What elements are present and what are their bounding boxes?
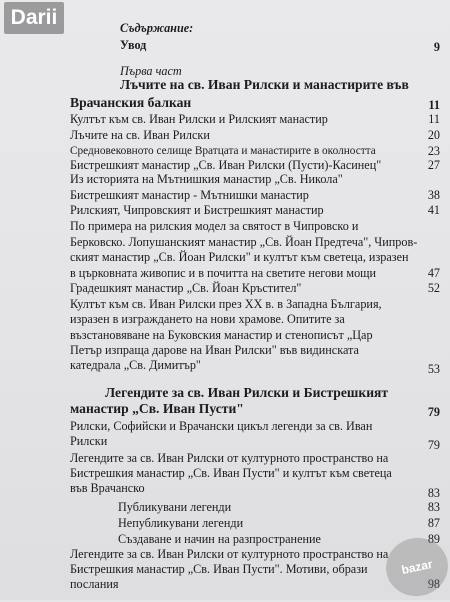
page-number: 23 [427, 144, 440, 158]
page-number: 89 [427, 532, 440, 546]
page-number: 98 [427, 577, 440, 591]
toc-e16c: послания [70, 577, 119, 591]
page-number: 79 [427, 438, 440, 452]
page-number: 53 [427, 362, 440, 376]
page-number: 9 [433, 40, 440, 54]
page-number: 11 [428, 112, 440, 126]
toc-ch1-a: Лъчите на св. Иван Рилски и манастирите във [120, 77, 409, 92]
page-number: 47 [427, 266, 440, 280]
toc-e3: Средновековното селище Вратцата и манастирите в околността [70, 145, 376, 157]
toc-intro: Увод [120, 38, 147, 52]
page-number: 20 [427, 128, 440, 142]
toc-e16a: Легендите за св. Иван Рилски от културното пространство на [70, 547, 389, 561]
toc-e5: Из историята на Мътнишкия манастир „Св. Никола" [70, 172, 343, 186]
page-number: 38 [427, 188, 440, 202]
toc-e10e: катедрала „Св. Димитър" [70, 358, 201, 372]
toc-e7: Рилският, Чипровският и Бистрешкият манастир [70, 203, 324, 217]
toc-e11a: Рилски, Софийски и Врачански цикъл легенди за св. Иван [70, 419, 373, 433]
page-number: 83 [427, 486, 440, 500]
toc-e1: Култът към св. Иван Рилски и Рилският манастир [70, 112, 328, 126]
toc-ch1-b: Врачанския балкан [70, 95, 192, 110]
toc-ch2-b: манастир „Св. Иван Пусти" [70, 401, 244, 416]
toc-e8a: По примера на рилския модел за святост в Чипровско и [70, 219, 359, 233]
toc-e13: Публикувани легенди [118, 500, 232, 514]
toc-e11b: Рилски [70, 434, 108, 448]
toc-e8d: в църковната живопис и в почитта на светите негови мощи [70, 266, 377, 280]
page-number: 52 [427, 281, 440, 295]
toc-e6: Бистрешкият манастир - Мътнишки манастир [70, 188, 309, 202]
toc-e4: Бистрешкият манастир „Св. Иван Рилски (Пусти)-Касинец" [70, 158, 382, 172]
toc-e10d: Петър изпраща дарове на Иван Рилски" във видинската [70, 343, 359, 357]
toc-e10a: Култът към св. Иван Рилски през XX в. в Западна България, [70, 297, 382, 311]
page-number: 27 [427, 158, 440, 172]
toc-toc-title: Съдържание: [120, 21, 194, 35]
page-number: 83 [427, 500, 440, 514]
toc-ch2-a: Легендите за св. Иван Рилски и Бистрешкият [105, 385, 389, 400]
page-number: 41 [427, 203, 440, 217]
toc-e2: Лъчите на св. Иван Рилски [70, 128, 210, 142]
toc-part-one: Първа част [120, 64, 182, 78]
page-number: 87 [427, 516, 440, 530]
watermark-badge: bazar [381, 532, 450, 602]
toc-e12b: Бистрешкия манастир „Св. Иван Пусти" и култът към светеца [70, 466, 392, 480]
toc-e14: Непубликувани легенди [118, 516, 244, 530]
toc-e8c: ският манастир „Св. Йоан Рилски" и култът към светеца, изразен [70, 250, 409, 264]
toc-e10c: възстановяване на Буковския манастир и стенописът „Цар [70, 328, 373, 342]
toc-e12a: Легендите за св. Иван Рилски от културното пространство на [70, 451, 389, 465]
page-number: 79 [427, 405, 440, 419]
toc-e8b: Берковско. Лопушанският манастир „Св. Йоан Предтеча", Чипров- [70, 235, 418, 249]
toc-e9: Градешкият манастир „Св. Йоан Кръстител" [70, 281, 302, 295]
site-logo: Darii [4, 2, 64, 34]
toc-e15: Създаване и начин на разпространение [118, 532, 321, 546]
page-number: 11 [428, 98, 440, 112]
toc-e10b: изразен в изграждането на нови храмове. Опитите за [70, 312, 345, 326]
toc-e16b: Бистрешкия манастир „Св. Иван Пусти". Мотиви, образи [70, 562, 368, 576]
toc-e12c: във Врачанско [70, 481, 145, 495]
